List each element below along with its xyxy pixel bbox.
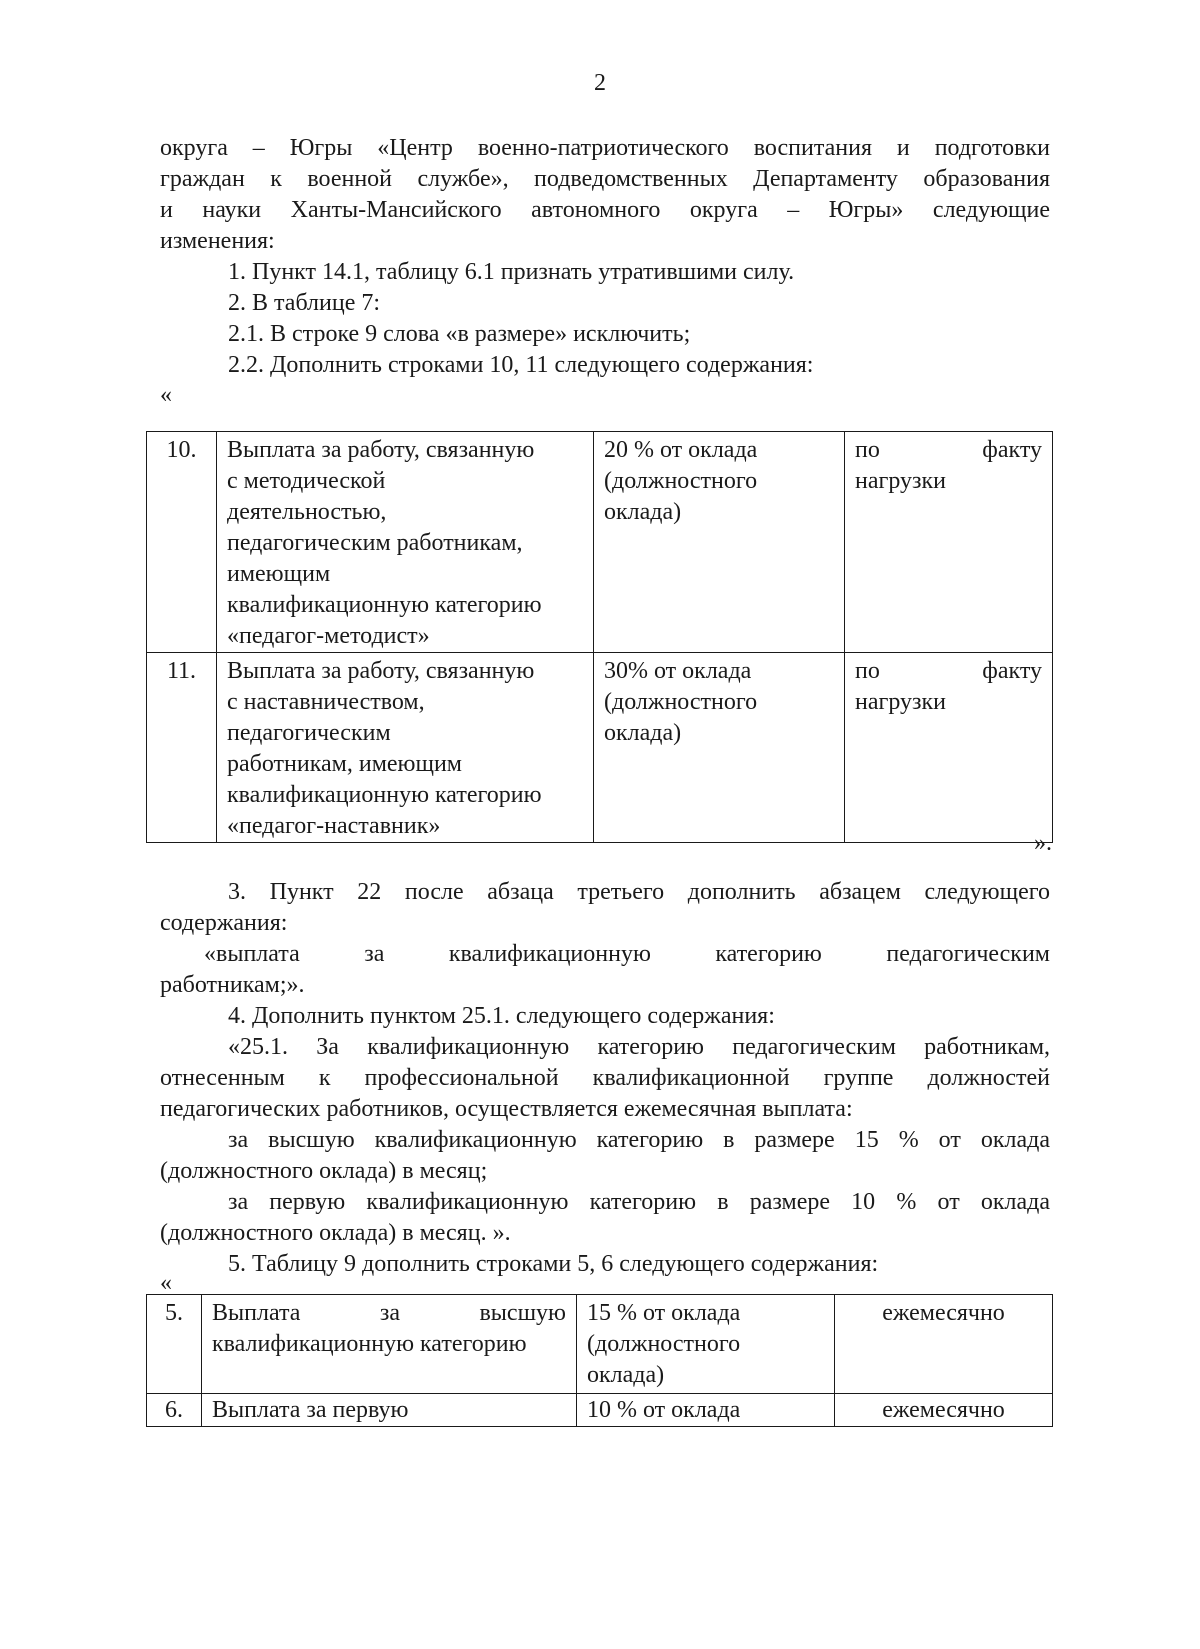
cell-word: по xyxy=(855,658,880,684)
table-row xyxy=(147,1394,1053,1427)
row-amount: 10 % от оклада xyxy=(577,1394,835,1427)
text-word: «выплата xyxy=(204,941,300,967)
row-condition: ежемесячно xyxy=(835,1295,1053,1394)
row-condition: ежемесячно xyxy=(835,1394,1053,1427)
table-row xyxy=(147,653,1053,843)
open-quote-2: « xyxy=(160,1270,172,1296)
cell-word: за xyxy=(379,1300,401,1326)
row-number: 6. xyxy=(147,1394,202,1427)
cell-line: квалификационную категорию xyxy=(227,782,542,808)
text-word: за xyxy=(364,941,385,967)
item-4-quote-cont: педагогических работников, осуществляется ежемесячная выплата: xyxy=(160,1096,853,1122)
row-amount xyxy=(577,1295,835,1394)
amendment-items xyxy=(160,257,1050,381)
item-4: 4. Дополнить пунктом 25.1. следующего содержания: xyxy=(228,1003,775,1029)
cell-line: 15 % от оклада xyxy=(587,1300,741,1326)
cell-line: имеющим xyxy=(227,561,331,587)
cell-line: квалификационную категорию xyxy=(212,1331,527,1357)
cell-line xyxy=(855,656,1042,687)
table-7-additions xyxy=(146,431,1053,843)
cell-line: Выплата за работу, связанную xyxy=(227,437,535,463)
cell-line: Выплата за работу, связанную xyxy=(227,658,535,684)
cell-line: «педагог-методист» xyxy=(227,623,430,649)
item-2-2: 2.2. Дополнить строками 10, 11 следующего содержания: xyxy=(228,352,814,378)
open-quote: « xyxy=(160,382,172,408)
cell-line: педагогическим работникам, xyxy=(227,530,523,556)
cell-line: (должностного xyxy=(587,1331,741,1357)
intro-line: граждан к военной службе», подведомственных Департаменту образования xyxy=(160,166,1050,192)
item-3-cont: содержания: xyxy=(160,910,288,936)
row-condition xyxy=(845,653,1053,843)
cell-line: работникам, имеющим xyxy=(227,751,462,777)
cell-word: факту xyxy=(982,658,1042,684)
cell-line: с методической xyxy=(227,468,386,494)
amendment-items-continued xyxy=(160,877,1050,1280)
page-number: 2 xyxy=(594,70,606,96)
item-2-1: 2.1. В строке 9 слова «в размере» исключить; xyxy=(228,321,691,347)
item-2: 2. В таблице 7: xyxy=(228,290,381,316)
item-3-quote xyxy=(160,939,1050,970)
cell-line: нагрузки xyxy=(855,468,947,494)
table-9-additions xyxy=(146,1294,1053,1427)
cell-word: Выплата xyxy=(212,1300,301,1326)
cell-line: педагогическим xyxy=(227,720,391,746)
item-3-quote-cont: работникам;». xyxy=(160,972,305,998)
row-description xyxy=(217,432,594,653)
cell-line: (должностного xyxy=(604,468,758,494)
intro-paragraph xyxy=(160,133,1050,257)
item-4-first-cont: (должностного оклада) в месяц. ». xyxy=(160,1220,511,1246)
row-number: 5. xyxy=(147,1295,202,1394)
row-number: 10. xyxy=(147,432,217,653)
table-row xyxy=(147,1295,1053,1394)
cell-line xyxy=(855,435,1042,466)
close-quote: ». xyxy=(1034,830,1052,856)
cell-line: нагрузки xyxy=(855,689,947,715)
row-description xyxy=(217,653,594,843)
item-3: 3. Пункт 22 после абзаца третьего дополнить абзацем следующего xyxy=(228,879,1050,905)
item-4-first: за первую квалификационную категорию в размере 10 % от оклада xyxy=(228,1189,1050,1215)
cell-word: факту xyxy=(982,437,1042,463)
item-1: 1. Пункт 14.1, таблицу 6.1 признать утратившими силу. xyxy=(228,259,795,285)
row-condition xyxy=(845,432,1053,653)
row-amount xyxy=(594,432,845,653)
intro-line: изменения: xyxy=(160,228,275,254)
intro-line: округа – Югры «Центр военно-патриотического воспитания и подготовки xyxy=(160,135,1050,161)
cell-line: 30% от оклада xyxy=(604,658,752,684)
table-row xyxy=(147,432,1053,653)
cell-line: деятельностью, xyxy=(227,499,387,525)
cell-line: оклада) xyxy=(604,720,682,746)
cell-word: высшую xyxy=(479,1300,566,1326)
item-4-highest: за высшую квалификационную категорию в размере 15 % от оклада xyxy=(228,1127,1050,1153)
item-4-quote: «25.1. За квалификационную категорию педагогическим работникам, xyxy=(228,1034,1050,1060)
cell-word: по xyxy=(855,437,880,463)
row-amount xyxy=(594,653,845,843)
cell-line: оклада) xyxy=(604,499,682,525)
row-number: 11. xyxy=(147,653,217,843)
row-description: Выплата за первую xyxy=(202,1394,577,1427)
row-description xyxy=(202,1295,577,1394)
cell-line: оклада) xyxy=(587,1362,665,1388)
text-word: педагогическим xyxy=(886,941,1050,967)
cell-line: с наставничеством, xyxy=(227,689,425,715)
cell-line: квалификационную категорию xyxy=(227,592,542,618)
cell-line: 20 % от оклада xyxy=(604,437,758,463)
item-4-quote-cont: отнесенным к профессиональной квалификационной группе должностей xyxy=(160,1065,1050,1091)
item-4-highest-cont: (должностного оклада) в месяц; xyxy=(160,1158,488,1184)
text-word: квалификационную xyxy=(448,941,651,967)
cell-line: (должностного xyxy=(604,689,758,715)
intro-line: и науки Ханты-Мансийского автономного округа – Югры» следующие xyxy=(160,197,1050,223)
item-5: 5. Таблицу 9 дополнить строками 5, 6 следующего содержания: xyxy=(228,1251,879,1277)
text-word: категорию xyxy=(715,941,822,967)
cell-line xyxy=(212,1298,566,1329)
cell-line: «педагог-наставник» xyxy=(227,813,441,839)
